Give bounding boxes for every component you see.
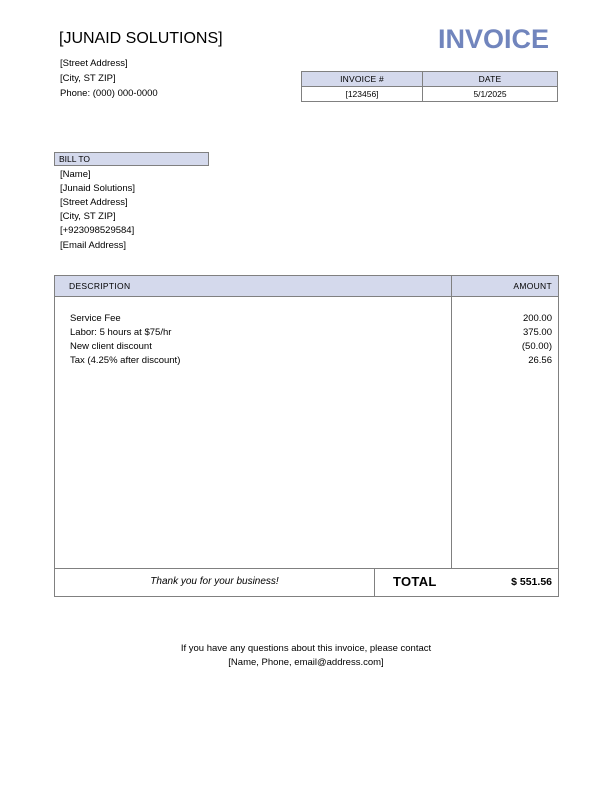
date-header: DATE bbox=[423, 72, 558, 87]
line-item-amount: 26.56 bbox=[528, 355, 552, 366]
line-item-description: Tax (4.25% after discount) bbox=[70, 355, 181, 366]
bill-to-email: [Email Address] bbox=[60, 240, 126, 251]
total-amount: $ 551.56 bbox=[511, 576, 552, 588]
line-item-description: Service Fee bbox=[70, 313, 121, 324]
total-column-divider bbox=[374, 568, 375, 596]
company-phone: Phone: (000) 000-0000 bbox=[60, 88, 158, 99]
line-item-amount: (50.00) bbox=[521, 341, 552, 352]
bill-to-header: BILL TO bbox=[54, 152, 209, 166]
invoice-number-header: INVOICE # bbox=[302, 72, 423, 87]
description-column-header: DESCRIPTION bbox=[69, 281, 131, 291]
total-label: TOTAL bbox=[393, 574, 437, 589]
invoice-date: 5/1/2025 bbox=[423, 87, 558, 102]
line-item-description: Labor: 5 hours at $75/hr bbox=[70, 327, 172, 338]
invoice-number: [123456] bbox=[302, 87, 423, 102]
amount-column-header: AMOUNT bbox=[513, 281, 552, 291]
contact-note: If you have any questions about this invoice, please contact bbox=[180, 643, 432, 654]
bill-to-phone: [+923098529584] bbox=[60, 225, 135, 236]
bill-to-street: [Street Address] bbox=[60, 197, 128, 208]
invoice-title: INVOICE bbox=[438, 24, 550, 54]
line-item-amount: 200.00 bbox=[522, 313, 552, 324]
contact-details: [Name, Phone, email@address.com] bbox=[228, 657, 384, 668]
company-city: [City, ST ZIP] bbox=[60, 73, 116, 84]
thank-you-note: Thank you for your business! bbox=[150, 576, 279, 587]
bill-to-city: [City, ST ZIP] bbox=[60, 211, 116, 222]
total-row-divider bbox=[55, 568, 558, 569]
company-name: [JUNAID SOLUTIONS] bbox=[59, 30, 223, 47]
bill-to-name: [Name] bbox=[60, 169, 91, 180]
bill-to-company: [Junaid Solutions] bbox=[60, 183, 135, 194]
company-street: [Street Address] bbox=[60, 58, 128, 69]
line-item-description: New client discount bbox=[70, 341, 152, 352]
line-item-amount: 375.00 bbox=[522, 327, 552, 338]
invoice-meta-table bbox=[301, 71, 558, 102]
